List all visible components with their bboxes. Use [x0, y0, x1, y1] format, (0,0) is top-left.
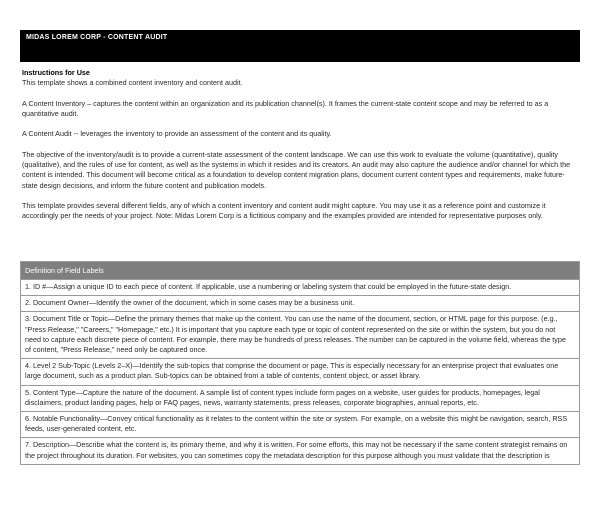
paragraph-content-audit: A Content Audit -- leverages the inventory to provide an assessment of the content and its quality. [22, 129, 332, 139]
paragraph-objective: The objective of the inventory/audit is to provide a current-state assessment of the content landscape. We can use this work to evaluate the volume (quantitative), quality (qualitative), and the rules of use for content, as well as the systems in which it resides and its creators. An audit may also capture the audience and/or channel for which the content is intended. This document will become critical as a foundation to develop content migration plans, document current content types and requirements, make future-state design decisions, and inform the future content and publication models. [22, 149, 571, 190]
field-definitions-table [20, 261, 580, 465]
instructions-heading: Instructions for Use [22, 68, 90, 77]
table-row: 5. Content Type—Capture the nature of the document. A sample list of content types include form pages on a website, user guides for products, homepages, legal disclaimers, product landing pages, help or FAQ pages, news, warranty statements, press releases, corporate biographies, annual reports, etc. [21, 385, 579, 411]
table-header: Definition of Field Labels [21, 262, 579, 279]
paragraph-template-note: This template provides several different fields, any of which a content inventory and content audit might capture. You may use it as a reference point and customize it accordingly per the needs of your project. Note: Midas Lorem Corp is a fictitious company and the examples provided are intended for representative purposes only. [22, 201, 546, 221]
table-row: 3. Document Title or Topic—Define the primary themes that make up the content. You can use the name of the document, section, or HTML page for this purpose. (e.g., "Press Release," "Careers," "Homepage," etc.) It is important that you capture each type or topic of content represented on the site or within the system, but you do not need to capture each discrete piece of content. For example, there may be hundreds of press releases. The number can be captured in the volume field, whereas the type of content, "Press Release," need only be captured once. [21, 311, 579, 358]
paragraph-content-inventory: A Content Inventory – captures the content within an organization and its publication channel(s). It frames the current-state content scope and may be referred to as a quantitative audit. [22, 98, 549, 118]
instructions-section [22, 68, 578, 232]
document-title: MIDAS LOREM CORP - CONTENT AUDIT [26, 34, 168, 41]
table-row: 2. Document Owner—Identify the owner of the document, which in some cases may be a business unit. [21, 295, 579, 311]
table-row: 1. ID #—Assign a unique ID to each piece of content. If applicable, use a numbering or labeling system that could be employed in the future-state design. [21, 279, 579, 295]
table-row: 6. Notable Functionality—Convey critical functionality as it relates to the content within the site or system. For example, on a website this might be navigation, search, RSS feeds, user-generated content, etc. [21, 411, 579, 437]
table-row: 4. Level 2 Sub-Topic (Levels 2–X)—Identify the sub-topics that comprise the document or page. This is especially necessary for an enterprise project that evaluates one large document, such as a product plan. Sub-topics can be obtained from a table of contents, content object, or asset library. [21, 358, 579, 384]
table-row: 7. Description—Describe what the content is, its primary theme, and why it is written. For some efforts, this may not be necessary if the same content strategist remains on the project throughout its duration. For websites, you can sometimes copy the metadata description for this purpose although you must validate that the description is [21, 437, 579, 463]
document-title-bar [20, 30, 580, 62]
paragraph-intro: This template shows a combined content inventory and content audit. [22, 78, 243, 88]
